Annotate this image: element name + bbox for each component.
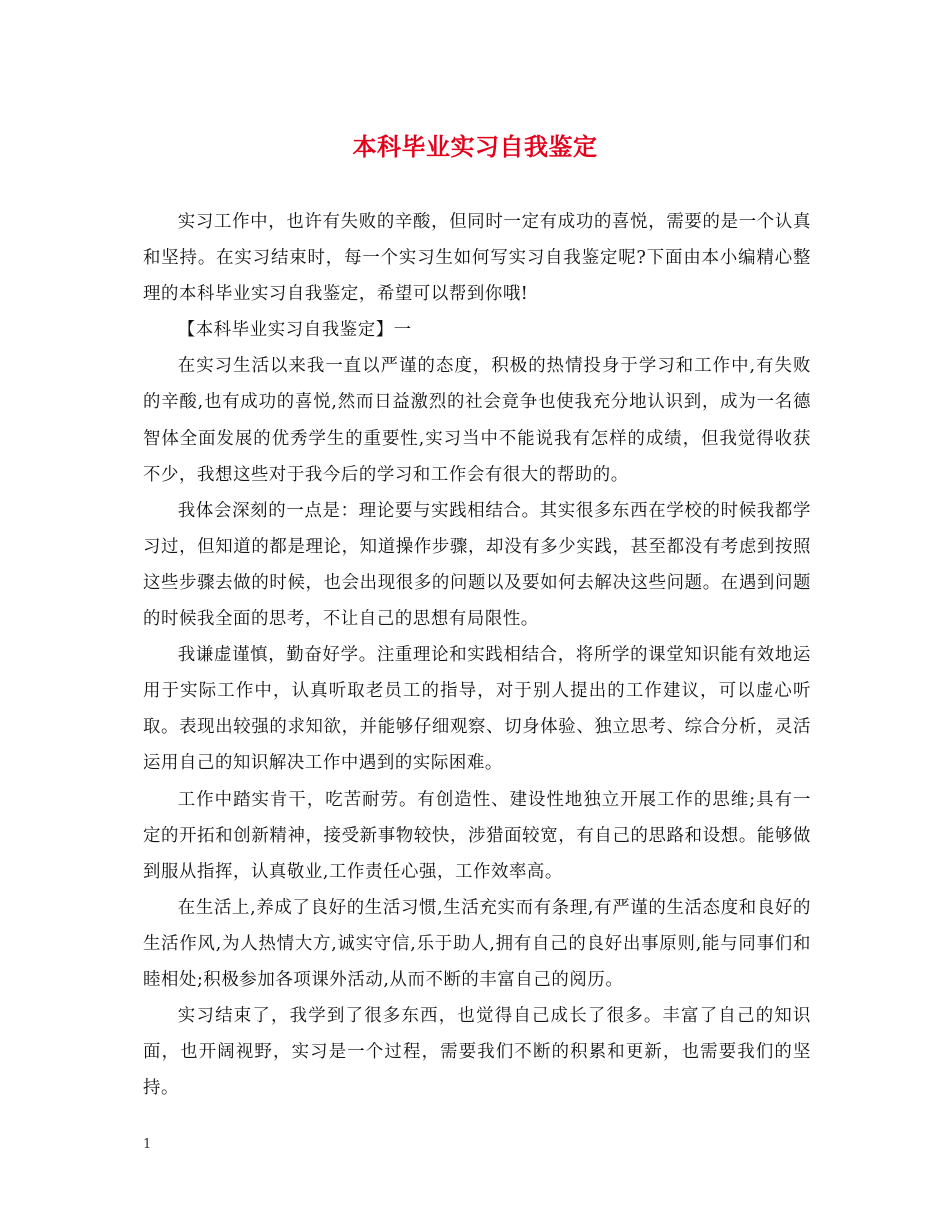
paragraph-theory-practice: 我体会深刻的一点是：理论要与实践相结合。其实很多东西在学校的时候我都学习过，但知道的都是理论，知道操作步骤，却没有多少实践，甚至都没有考虑到按照这些步骤去做的时候，也会出现很多的问题以及要如何去解决这些问题。在遇到问题的时候我全面的思考，不让自己的思想有局限性。 [143, 500, 811, 630]
section-heading: 【本科毕业实习自我鉴定】一 [177, 320, 412, 341]
paragraph-life: 在生活上,养成了良好的生活习惯,生活充实而有条理,有严谨的生活态度和良好的生活作风,为人热情大方,诚实守信,乐于助人,拥有自己的良好出事原则,能与同事们和睦相处;积极参加各项课外活动,从而不断的丰富自己的阅历。 [143, 897, 811, 990]
document-title: 本科毕业实习自我鉴定 [352, 132, 598, 161]
document-body [143, 204, 811, 1106]
paragraph-intro: 实习工作中，也许有失败的辛酸，但同时一定有成功的喜悦，需要的是一个认真和坚持。在实习结束时，每一个实习生如何写实习自我鉴定呢?下面由本小编精心整理的本科毕业实习自我鉴定，希望可以帮到你哦! [143, 212, 811, 305]
paragraph-attitude: 在实习生活以来我一直以严谨的态度，积极的热情投身于学习和工作中,有失败的辛酸,也有成功的喜悦,然而日益激烈的社会竟争也使我充分地认识到，成为一名德智体全面发展的优秀学生的重要性,实习当中不能说我有怎样的成绩，但我觉得收获不少，我想这些对于我今后的学习和工作会有很大的帮助的。 [143, 356, 811, 485]
paragraph-conclusion: 实习结束了，我学到了很多东西，也觉得自己成长了很多。丰富了自己的知识面，也开阔视野，实习是一个过程，需要我们不断的积累和更新，也需要我们的坚持。 [143, 1006, 811, 1099]
page-number: 1 [143, 1137, 152, 1152]
paragraph-humble-learning: 我谦虚谨慎，勤奋好学。注重理论和实践相结合，将所学的课堂知识能有效地运用于实际工作中，认真听取老员工的指导，对于别人提出的工作建议，可以虚心听取。表现出较强的求知欲，并能够仔细观察、切身体验、独立思考、综合分析，灵活运用自己的知识解决工作中遇到的实际困难。 [143, 645, 811, 774]
paragraph-work-ethic: 工作中踏实肯干，吃苦耐劳。有创造性、建设性地独立开展工作的思维;具有一定的开拓和创新精神，接受新事物较快，涉猎面较宽，有自己的思路和设想。能够做到服从指挥，认真敬业,工作责任心强，工作效率高。 [143, 789, 811, 882]
